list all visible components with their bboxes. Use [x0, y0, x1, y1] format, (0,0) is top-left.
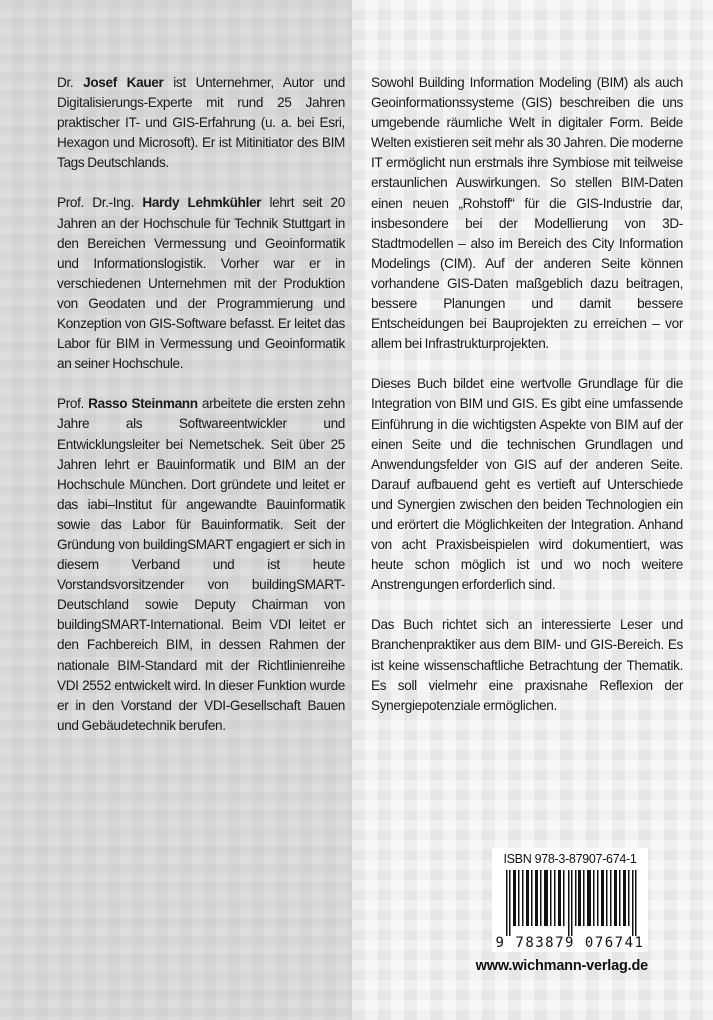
book-description-column: [371, 73, 683, 736]
author-bios-column: [57, 73, 345, 756]
ean-digits: 9 783879 076741: [495, 935, 645, 951]
author-name: Rasso Steinmann: [88, 396, 198, 412]
author-bio-text: arbeitete die ersten zehn Jahre als Softwareentwickler und Entwicklungsleiter bei Nemetschek. Seit über 25 Jahren lehrt er Bauinformatik und BIM an der Hochschule München. Dort gründete und leitet er das iabi–Institut für angewandte Bauinformatik sowie das Labor für Bauinformatik. Seit der Gründung von buildingSMART engagiert er sich in diesem Verband und ist heute Vorstandsvorsitzender von buildingSMART-Deutschland sowie Deputy Chairman von buildingSMART-International. Beim VDI leitet er den Fachbereich BIM, in dessen Rahmen der nationale BIM-Standard mit der Richtlinienreihe VDI 2552 entwickelt wird. In dieser Funktion wurde er in den Vorstand der VDI-Gesellschaft Bauen und Gebäudetechnik berufen.: [57, 396, 345, 733]
author-name: Josef Kauer: [83, 75, 164, 90]
author-bio-kauer: [57, 73, 345, 173]
author-prefix: Prof.: [57, 396, 84, 412]
description-paragraph-3: Das Buch richtet sich an interessierte Leser und Branchenpraktiker aus dem BIM- und GIS-Bereich. Es ist keine wissenschaftliche Betrachtung der Thematik. Es soll vielmehr eine praxisnahe Reflexion der Synergiepotenziale ermöglichen.: [371, 617, 683, 713]
isbn-barcode: [492, 848, 648, 952]
author-bio-steinmann: [57, 394, 345, 736]
description-paragraph-2: Dieses Buch bildet eine wertvolle Grundlage für die Integration von BIM und GIS. Es gibt eine umfassende Einführung in die wichtigsten Aspekte von BIM auf der einen Seite und die technischen Grundlagen und Anwendungsfelder von GIS auf der anderen Seite. Darauf aufbauend geht es vertieft auf Unterschiede und Synergien zwischen den beiden Technologien ein und erörtert die Möglichkeiten der Integration. Anhand von acht Praxisbeispielen wird dokumentiert, was heute schon möglich ist und wo noch weitere Anstrengungen erforderlich sind.: [371, 376, 683, 593]
author-prefix: Prof. Dr.-Ing.: [57, 195, 135, 211]
author-bio-text: lehrt seit 20 Jahren an der Hochschule für Technik Stuttgart in den Bereichen Vermessung und Geoinformatik und Informationslogistik. Vorher war er in verschiedenen Unternehmen mit der Produktion von Geodaten und der Programmierung und Konzeption von GIS-Software befasst. Er leitet das Labor für BIM in Vermessung und Geoinformatik an seiner Hochschule.: [57, 195, 345, 372]
author-bio-lehmkuehler: [57, 193, 345, 374]
publisher-url: www.wichmann-verlag.de: [475, 958, 648, 974]
author-name: Hardy Lehmkühler: [142, 195, 262, 211]
author-prefix: Dr.: [57, 75, 74, 90]
isbn-label: ISBN 978-3-87907-674-1: [503, 852, 637, 866]
author-bio-text: ist Unternehmer, Autor und Digitalisierungs-Experte mit rund 25 Jahren praktischer IT- und GIS-Erfahrung (u. a. bei Esri, Hexagon und Microsoft). Er ist Mitinitiator des BIM Tags Deutschlands.: [57, 75, 345, 171]
description-paragraph-1: Sowohl Building Information Modeling (BIM) als auch Geoinformationssysteme (GIS) beschreiben die uns umgebende räumliche Welt in digitaler Form. Beide Welten existieren seit mehr als 30 Jahren. Die moderne IT ermöglicht nun erstmals ihre Symbiose mit teilweise erstaunlichen Auswirkungen. So stellen BIM-Daten einen neuen „Rohstoff“ für die GIS-Industrie dar, insbesondere bei der Modellierung von 3D-Stadtmodellen – also im Bereich des City Information Modelings (CIM). Auf der anderen Seite können vorhandene GIS-Daten maßgeblich dazu beitragen, bessere Planungen und damit bessere Entscheidungen bei Bauprojekten zu erreichen – vor allem bei Infrastrukturprojekten.: [371, 75, 683, 352]
barcode-bars-icon: [504, 870, 642, 936]
